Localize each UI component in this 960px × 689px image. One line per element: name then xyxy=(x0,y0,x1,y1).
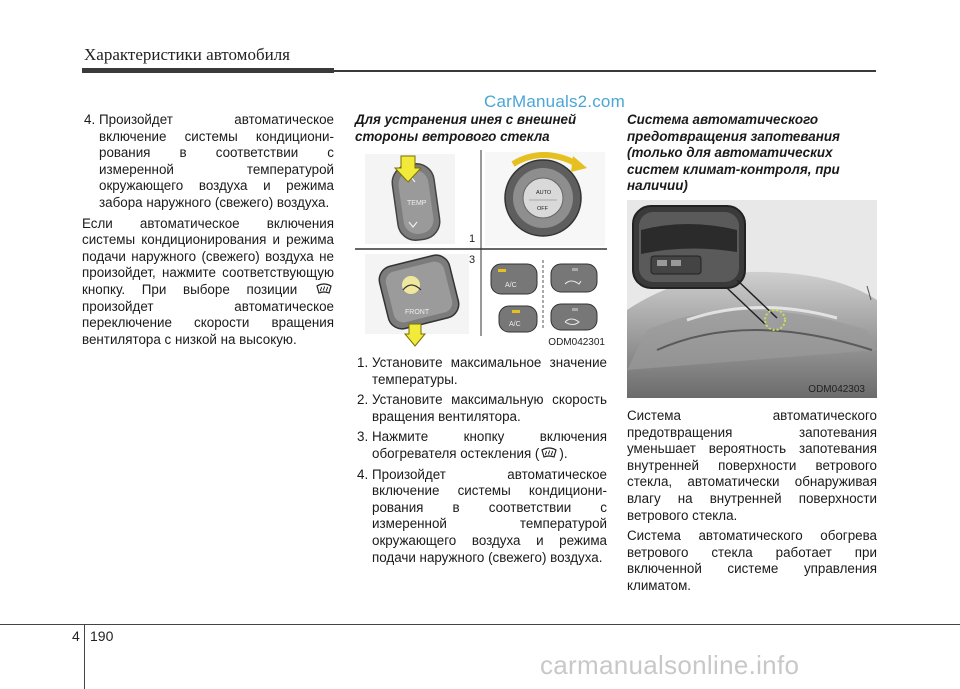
front-defrost-button-illustration xyxy=(365,252,469,346)
paragraph-defrost-operation: Система автоматического обогрева ветрового стекла работает при включенной системе управления климатом. xyxy=(627,528,877,593)
ac-buttons-illustration xyxy=(485,254,605,336)
list-item-1 xyxy=(355,355,607,388)
figure-code: ODM042301 xyxy=(548,337,605,348)
windshield-sensor-illustration xyxy=(627,200,877,398)
paragraph-text-after-icon: произойдет автоматическое переключение скорости вращения вентилятора с низкой на высокую. xyxy=(82,298,334,347)
list-item-text-before-icon: Нажмите кнопку включения обогревателя остекления ( xyxy=(372,429,607,461)
column-2 xyxy=(355,112,607,149)
column-1 xyxy=(82,112,334,352)
paragraph-auto-defog: Система автоматического предотвращения запотевания уменьшает вероятность запотевания внутренней поверхности ветрового стекла, автоматически обнаруживая влагу на внутренней поверхности ветрового стекла. xyxy=(627,408,877,523)
list-item-number: 4. xyxy=(357,466,369,482)
column-2-list xyxy=(355,355,607,570)
list-item-text: Произойдет автоматическое включение системы кондиционирования в соответствии с измеренной температурой окружающего воздуха и режима подачи наружного (свежего) воздуха. xyxy=(372,466,607,565)
footer-vertical-rule xyxy=(84,624,85,689)
heading-defrost-exterior: Для устранения инея с внешней стороны ветрового стекла xyxy=(355,112,577,144)
header-rule-thin xyxy=(334,70,876,72)
paragraph-manual-selection xyxy=(82,216,334,349)
watermark-bottom: carmanualsonline.info xyxy=(540,650,800,680)
watermark-top: CarManuals2.com xyxy=(484,92,625,111)
ac-label: A/C xyxy=(505,282,517,289)
figure-windshield-sensor xyxy=(627,200,877,398)
header-rule-thick xyxy=(82,68,334,73)
climate-controls-illustration xyxy=(355,150,607,348)
list-item-text: Произойдет автоматическое включение системы кондиционирования в соответствии с измеренной температурой окружающего воздуха и режима забора наружного (свежего) воздуха. xyxy=(99,112,334,210)
front-label: FRONT xyxy=(405,309,430,316)
heading-auto-defog: Система автоматического предотвращения запотевания (только для автоматических систем климат-контроля, при наличии) xyxy=(627,112,840,194)
temp-label: TEMP xyxy=(407,200,427,207)
list-item-number: 3. xyxy=(357,429,369,445)
figure-climate-controls xyxy=(355,150,607,348)
figure-code: ODM042303 xyxy=(808,384,865,395)
list-item-2 xyxy=(355,392,607,425)
list-item-text: Установите максимальную скорость вращения вентилятора. xyxy=(372,392,607,424)
windshield-defrost-icon xyxy=(316,283,332,295)
list-item-4 xyxy=(82,112,334,212)
figure-label-1: 1 xyxy=(469,233,476,245)
column-3-text xyxy=(627,408,877,599)
chapter-number: 4 xyxy=(72,628,80,644)
sensor-closeup-inset xyxy=(633,206,745,288)
list-item-number: 4. xyxy=(84,112,96,127)
ac-label-2: A/C xyxy=(509,321,521,328)
section-title: Характеристики автомобиля xyxy=(84,45,290,64)
off-label: OFF xyxy=(537,206,548,212)
list-item-number: 1. xyxy=(357,355,369,370)
fan-speed-knob xyxy=(485,152,605,246)
list-item-text-after-icon: ). xyxy=(559,445,568,461)
list-item-3 xyxy=(355,429,607,462)
list-item-text: Установите максимальное значение температуры. xyxy=(372,355,607,387)
list-item-number: 2. xyxy=(357,392,369,408)
temp-rocker-switch xyxy=(365,154,455,244)
page-number: 190 xyxy=(90,628,114,644)
column-3 xyxy=(627,112,877,199)
paragraph-text-before-icon: Если автоматическое включения системы кондиционирования и режима подачи наружного (свежего) воздуха не произойдет, нажмите соответствующую кнопку. При выборе позиции xyxy=(82,215,334,297)
footer-rule xyxy=(0,624,960,625)
figure-label-3: 3 xyxy=(469,254,476,266)
windshield-defrost-icon xyxy=(541,447,557,459)
auto-label: AUTO xyxy=(536,190,552,196)
list-item-4 xyxy=(355,467,607,567)
